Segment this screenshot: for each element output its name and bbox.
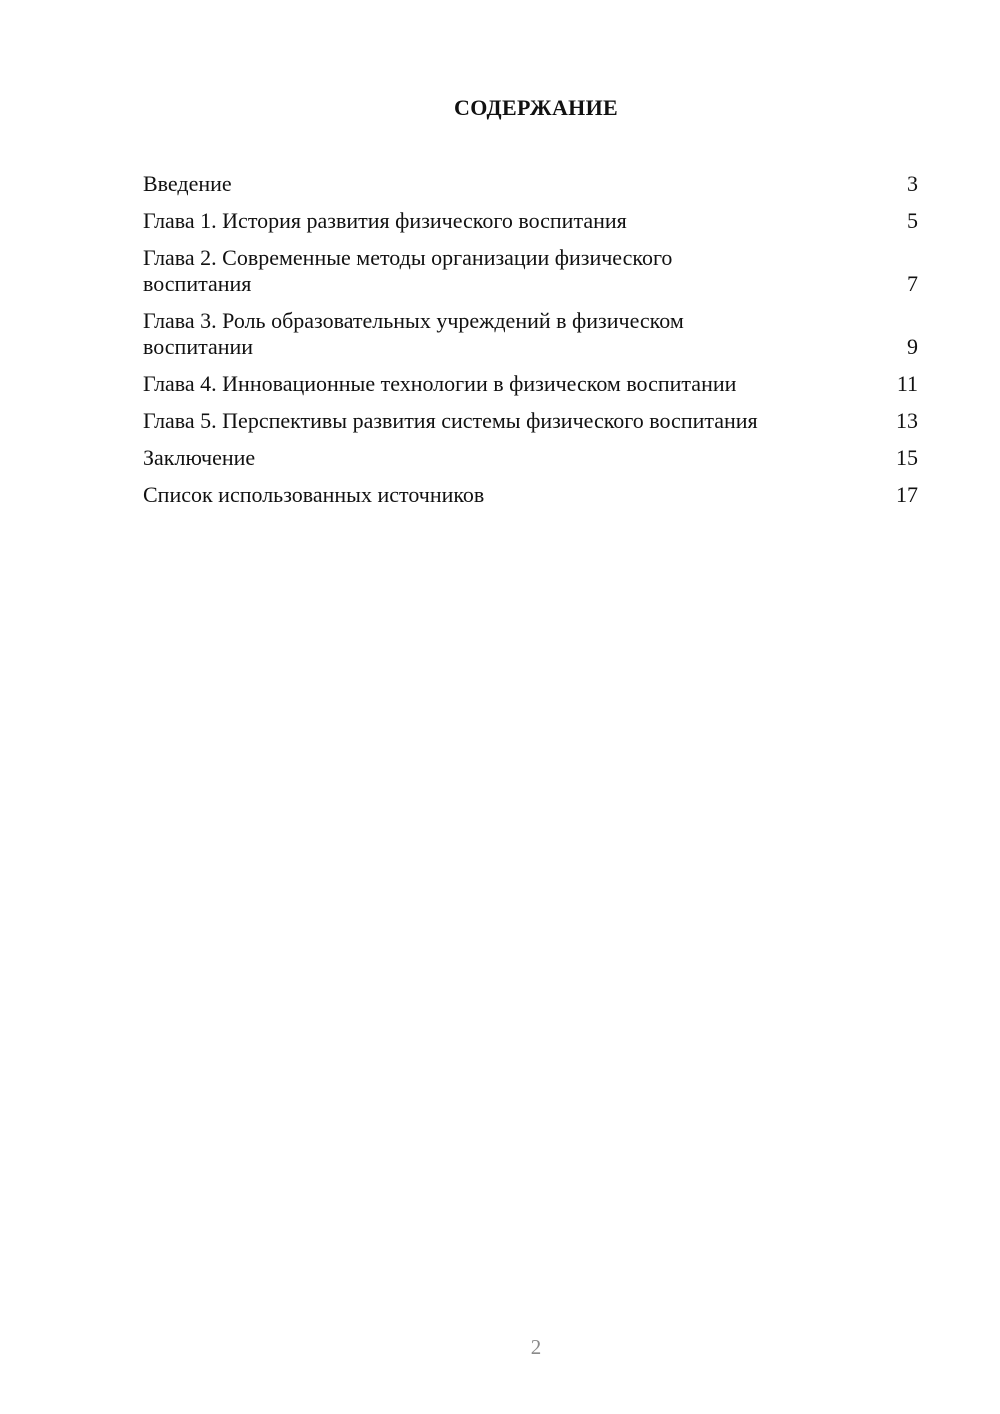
toc-entry-label: Глава 5. Перспективы развития системы физического воспитания [143, 408, 758, 433]
toc-entry-label: Глава 1. История развития физического воспитания [143, 208, 627, 233]
toc-entry-references [143, 482, 918, 508]
toc-entry-page: 17 [896, 482, 918, 507]
toc-entry-chapter-3 [143, 308, 918, 360]
toc-entry-page: 9 [907, 334, 918, 359]
toc-entry-label: Глава 3. Роль образовательных учреждений в физическом воспитании [143, 308, 684, 359]
toc-entry-page: 7 [907, 271, 918, 296]
toc-entry-page: 13 [896, 408, 918, 433]
page-number: 2 [530, 1335, 542, 1359]
toc-entry-introduction [143, 171, 918, 197]
toc-entry-conclusion [143, 445, 918, 471]
toc-entry-label: Глава 4. Инновационные технологии в физическом воспитании [143, 371, 737, 396]
toc-entry-label: Введение [143, 171, 232, 196]
toc-entry-chapter-2 [143, 245, 918, 297]
toc-entry-page: 3 [907, 171, 918, 196]
toc-entry-page: 15 [896, 445, 918, 470]
toc-entry-chapter-5 [143, 408, 918, 434]
toc-entry-page: 11 [896, 371, 918, 396]
toc-entry-label: Список использованных источников [143, 482, 485, 507]
table-of-contents [143, 171, 918, 519]
toc-entry-label: Заключение [143, 445, 256, 470]
toc-entry-page: 5 [907, 208, 918, 233]
toc-entry-chapter-4 [143, 371, 918, 397]
toc-entry-label: Глава 2. Современные методы организации физического воспитания [143, 245, 673, 296]
page-title: СОДЕРЖАНИЕ [454, 95, 618, 120]
toc-entry-chapter-1 [143, 208, 918, 234]
